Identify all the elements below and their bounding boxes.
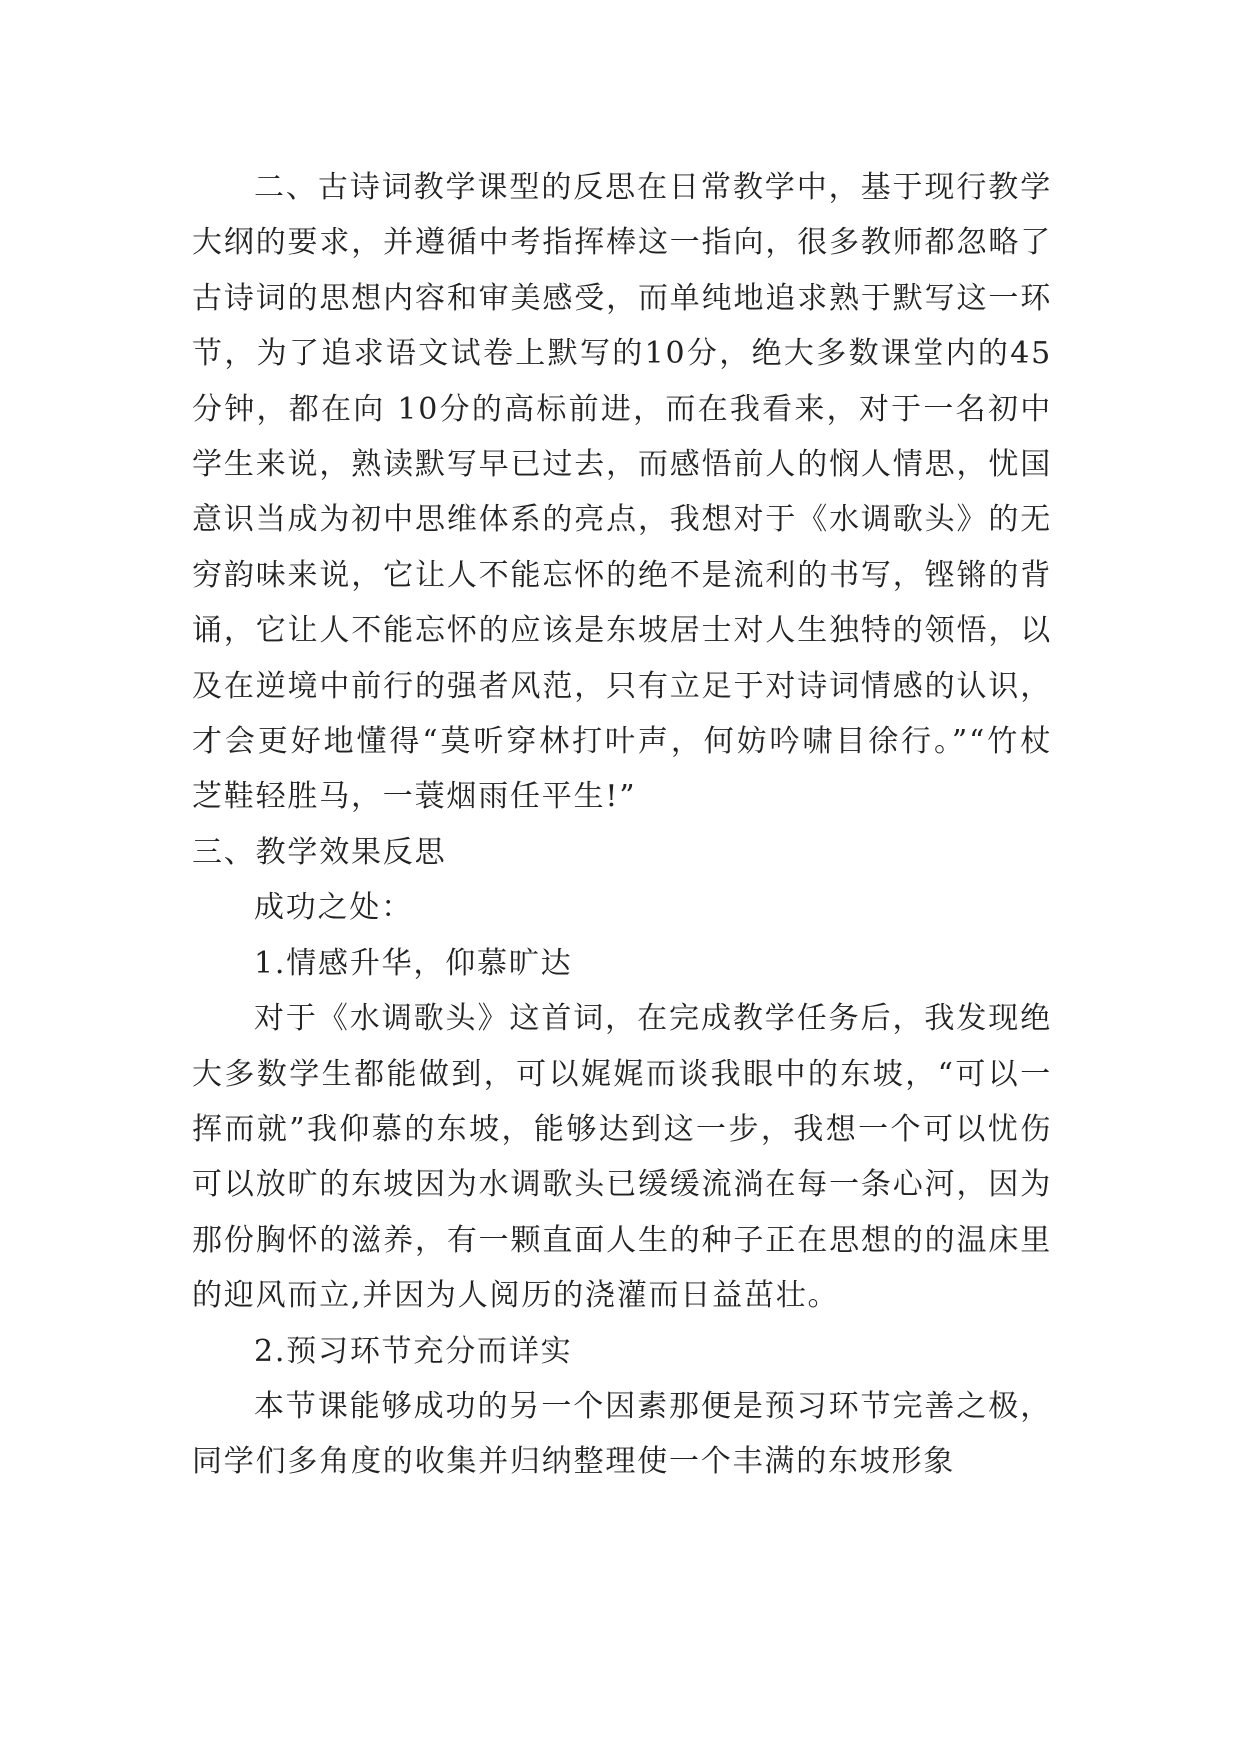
list-item-preview: 2.预习环节充分而详实 — [254, 1333, 573, 1369]
document-body — [192, 160, 1052, 1490]
paragraph-emotion-detail: 对于《水调歌头》这首词，在完成教学任务后，我发现绝大多数学生都能做到，可以娓娓而谈我眼中的东坡，“可以一挥而就”我仰慕的东坡，能够达到这一步，我想一个可以忧伤可以放旷的东坡因为水调歌头已缓缓流淌在每一条心河，因为那份胸怀的滋养，有一颗直面人生的种子正在思想的的温床里的迎风而立,并因为人阅历的浇灌而日益茁壮。 — [192, 1001, 1052, 1314]
section-heading-teaching-effect: 三、教学效果反思 — [192, 834, 447, 870]
list-item-emotion: 1.情感升华，仰慕旷达 — [254, 945, 573, 981]
subheading-success: 成功之处： — [254, 890, 413, 926]
paragraph-reflection-poetry-lesson: 二、古诗词教学课型的反思在日常教学中，基于现行教学大纲的要求，并遵循中考指挥棒这一指向，很多教师都忽略了古诗词的思想内容和审美感受，而单纯地追求熟于默写这一环节，为了追求语文试卷上默写的10分，绝大多数课堂内的45分钟，都在向 10分的高标前进，而在我看来，对于一名初中学生来说，熟读默写早已过去，而感悟前人的悯人情思，忧国意识当成为初中思维体系的亮点，我想对于《水调歌头》的无穷韵味来说，它让人不能忘怀的绝不是流利的书写，铿锵的背诵，它让人不能忘怀的应该是东坡居士对人生独特的领悟，以及在逆境中前行的强者风范，只有立足于对诗词情感的认识，才会更好地懂得“莫听穿林打叶声，何妨吟啸目徐行。”“竹杖芝鞋轻胜马，一蓑烟雨任平生!” — [192, 170, 1052, 815]
paragraph-preview-detail: 本节课能够成功的另一个因素那便是预习环节完善之极，同学们多角度的收集并归纳整理使一个丰满的东坡形象 — [192, 1388, 1052, 1480]
